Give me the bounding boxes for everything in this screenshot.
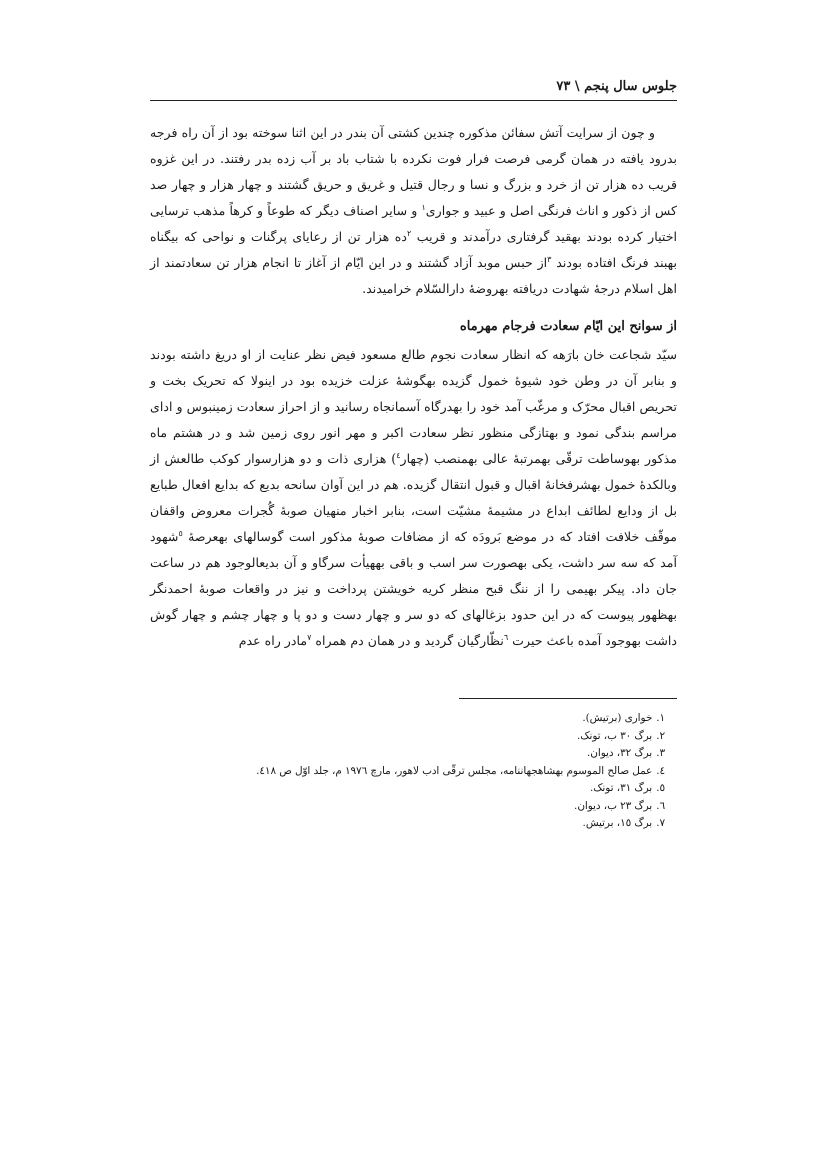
footnote-number: ٥. xyxy=(656,782,665,794)
body-text xyxy=(150,120,677,654)
text-run: ) هزاری ذات و دو هزارسوار کوکب طالعش از وبالکدهٔ خمول بهشرفخانهٔ اقبال و قبول انتقال گزیده. هم در این آوان سانحه بدیع که بدایع افعال طبایع بل از ودایع لطائف ابداع در مشیمهٔ مشیّت است، بنابر اخبار منهیان صوبهٔ گُجرات معروض واقفان موقّف خلافت افتاد که در موضع بَرودَه که از مضافات صوبهٔ مذکور است گوسالهای بهعرصهٔ xyxy=(150,451,677,544)
text-run: و چون از سرایت آتش سفائن مذکوره چندین کشتی آن بندر در این اثنا سوخته بود از آن راه فرجه بدرود یافته در همان گرمی فرصت فرار فوت نکرده با شتاب باد بر آب زده بدر رفتند. در این غزوه قریب ده هزار تن از خرد و بزرگ و نسا و رجال قتیل و غریق و حریق گشتند و چهار هزار و چهار صد کس از ذکور و اناث فرنگی اصل و عبید و جواری xyxy=(150,125,677,218)
footnote-number: ٣. xyxy=(656,747,665,759)
footnote-number: ٢. xyxy=(656,729,665,742)
footnote-text: خواری (برتیش). xyxy=(582,712,653,724)
footnote-item xyxy=(150,710,677,728)
footnote-text: عمل صالح الموسوم بهشاهجهاننامه، مجلس ترقّی ادب لاهور، مارچ ١٩٧٦ م، جلد اوّل ص ٤١٨. xyxy=(256,764,653,777)
text-run: سیّد شجاعت خان بارَهه که انظار سعادت نجوم طالع مسعود فیض نظر عنایت از او دریغ داشته بودند و بنابر آن در وطن خود شیوهٔ خمول گزیده بهگوشهٔ عزلت خزیده بود در اینولا که تحریک بخت و تحریص اقبال محرّک و مرغّب آمد خود را بهدرگاه آسمانجاه رسانید و از احراز سعادت زمینبوس و ادای مراسم بندگی نمود و بهتازگی منظور نظر سعادت اکبر و مهر انور روی زمین شد و در هشتم ماه مذکور بهوساطت ترقّی بهمرتبهٔ عالی بهمنصب (چهار xyxy=(150,347,677,466)
footnote-text: برگ ٣٠ ب، تونک. xyxy=(576,729,653,742)
running-header xyxy=(150,72,677,101)
footnote-number: ٤. xyxy=(656,764,665,777)
running-header-title: جلوس سال پنجم \ ٧٣ xyxy=(556,78,677,94)
paragraph xyxy=(150,342,677,654)
footnote-marker[interactable]: ٦ xyxy=(503,632,509,642)
text-run: نظّارگیان گردید و در همان دم همراه xyxy=(311,633,504,648)
footnote-item xyxy=(150,745,677,763)
footnote-item xyxy=(150,815,677,833)
text-run: ده هزار تن از رعایای پرگنات و نواحی که بیگناه بهبند فرنگ افتاده بودند xyxy=(150,229,677,270)
footnote-number: ١. xyxy=(656,712,665,724)
footnote-divider xyxy=(459,698,677,699)
footnotes-list xyxy=(150,710,677,833)
footnote-text: برگ ٢٣ ب، دیوان. xyxy=(574,799,653,812)
footnote-item xyxy=(150,798,677,816)
footnote-item xyxy=(150,763,677,781)
footnote-text: برگ ٣٢، دیوان. xyxy=(587,747,653,759)
text-run: شهود آمد که سه سر داشت، یکی بهصورت سر اسب و باقی بههیأت سرگاو و آن بدیعالوجود هم در ساعت جان داد. پیکر بهیمی را از ننگ قبح منظر کریه خویشتن پرداخت و نیز در واقعات صوبهٔ احمدنگر بهظهور پیوست که در این حدود بزغالهای که دو سر و چهار دست و دو پا و چهار چشم و چهار گوش داشت بهوجود آمده باعث حیرت xyxy=(150,529,677,648)
footnote-text: برگ ٣١، تونک. xyxy=(589,782,653,794)
text-run: و سایر اصناف دیگر که طوعاً و کرهاً مذهب ترسایی اختیار کرده بودند بهقید گرفتاری درآمدند و قریب xyxy=(150,203,677,244)
section-heading: از سوانح این ایّام سعادت فرجام مهرماه xyxy=(459,319,677,334)
footnote-marker[interactable]: ٢ xyxy=(407,228,412,238)
paragraph xyxy=(150,120,677,302)
footnote-marker[interactable]: ٧ xyxy=(307,632,312,642)
footnote-marker[interactable]: ٣ xyxy=(547,254,552,264)
footnote-number: ٦. xyxy=(656,799,665,812)
text-run: از حبس موبد آزاد گشتند و در این ایّام از آغاز تا انجام هزار تن سعادتمند از اهل اسلام درجهٔ شهادت دریافته بهروضهٔ دارالسّلام خرامیدند. xyxy=(150,255,677,296)
footnote-marker[interactable]: ٤ xyxy=(396,450,401,460)
footnote-marker[interactable]: ١ xyxy=(421,202,426,212)
text-run: مادر راه عدم xyxy=(238,633,308,648)
footnote-marker[interactable]: ٥ xyxy=(178,528,183,538)
footnote-text: برگ ١٥، برتیش. xyxy=(582,817,653,829)
footnote-item xyxy=(150,780,677,798)
footnote-item xyxy=(150,728,677,746)
footnote-number: ٧. xyxy=(656,817,665,829)
